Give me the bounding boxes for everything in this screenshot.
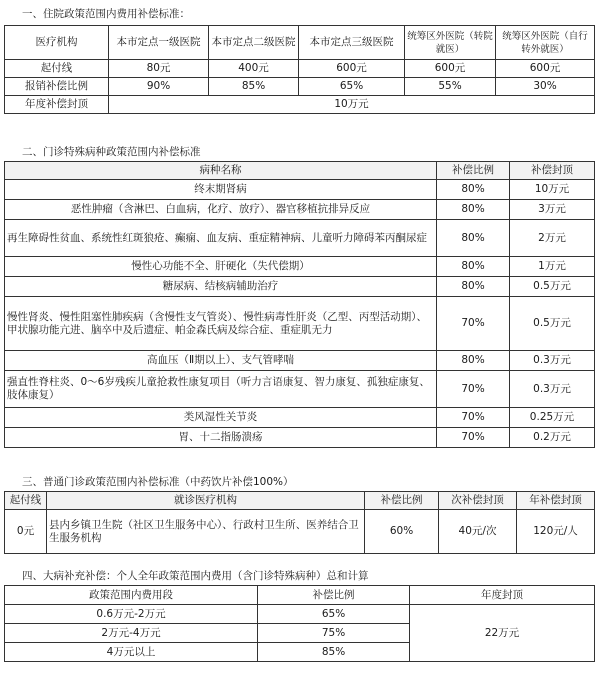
disease-name: 慢性肾炎、慢性阻塞性肺疾病（含慢性支气管炎）、慢性病毒性肝炎（乙型、丙型活动期）、甲状腺功能亢进、脑卒中及后遗症、帕金森氏病及综合症、重症肌无力 xyxy=(5,297,437,351)
cell: 60% xyxy=(365,510,439,554)
cost-range: 0.6万元-2万元 xyxy=(5,605,258,624)
header-cell: 统筹区外医院（转院就医） xyxy=(405,26,496,60)
cap: 2万元 xyxy=(510,220,595,257)
header-cell: 补偿比例 xyxy=(365,492,439,510)
table-row xyxy=(5,510,595,554)
header-cell: 补偿比例 xyxy=(437,162,510,180)
table-row xyxy=(5,277,595,297)
cap: 0.5万元 xyxy=(510,297,595,351)
ratio: 80% xyxy=(437,220,510,257)
table-row xyxy=(5,371,595,408)
annual-cap: 22万元 xyxy=(410,605,595,662)
ratio: 70% xyxy=(437,297,510,351)
disease-name: 糖尿病、结核病辅助治疗 xyxy=(5,277,437,297)
header-cell: 统筹区外医院（自行转外就医） xyxy=(496,26,595,60)
header-cell: 就诊医疗机构 xyxy=(47,492,365,510)
cap: 0.25万元 xyxy=(510,408,595,428)
ratio: 80% xyxy=(437,351,510,371)
cell: 400元 xyxy=(209,60,299,78)
ratio: 70% xyxy=(437,371,510,408)
row-label: 起付线 xyxy=(5,60,109,78)
section3-heading: 三、普通门诊政策范围内补偿标准（中药饮片补偿100%） xyxy=(22,476,294,488)
cost-range: 4万元以上 xyxy=(5,643,258,662)
section1-heading: 一、住院政策范围内费用补偿标准： xyxy=(22,8,190,20)
header-cell: 医疗机构 xyxy=(5,26,109,60)
disease-name: 强直性脊柱炎、0～6岁残疾儿童抢救性康复项目（听力言语康复、智力康复、孤独症康复、肢体康复） xyxy=(5,371,437,408)
cost-range: 2万元-4万元 xyxy=(5,624,258,643)
catastrophic-illness-table xyxy=(4,585,595,662)
cap: 10万元 xyxy=(510,180,595,200)
table-header-row xyxy=(5,26,595,60)
table-row xyxy=(5,96,595,114)
table-row xyxy=(5,78,595,96)
header-cell: 补偿比例 xyxy=(258,586,410,605)
table-row xyxy=(5,605,595,624)
cell: 0元 xyxy=(5,510,47,554)
cap-value: 10万元 xyxy=(109,96,595,114)
ratio: 70% xyxy=(437,428,510,448)
cell: 600元 xyxy=(496,60,595,78)
disease-name: 再生障碍性贫血、系统性红斑狼疮、癫痫、血友病、重症精神病、儿童听力障碍苯丙酮尿症 xyxy=(5,220,437,257)
ratio: 80% xyxy=(437,277,510,297)
header-cell: 政策范围内费用段 xyxy=(5,586,258,605)
cap: 0.3万元 xyxy=(510,351,595,371)
table-row xyxy=(5,200,595,220)
table-row xyxy=(5,180,595,200)
ratio: 70% xyxy=(437,408,510,428)
cap: 1万元 xyxy=(510,257,595,277)
disease-name: 类风湿性关节炎 xyxy=(5,408,437,428)
cell: 65% xyxy=(299,78,405,96)
cell: 90% xyxy=(109,78,209,96)
header-cell: 本市定点三级医院 xyxy=(299,26,405,60)
disease-name: 终末期肾病 xyxy=(5,180,437,200)
table-row xyxy=(5,351,595,371)
cell: 30% xyxy=(496,78,595,96)
table-row xyxy=(5,297,595,351)
table-row xyxy=(5,60,595,78)
table-row xyxy=(5,408,595,428)
section2-heading: 二、门诊特殊病种政策范围内补偿标准 xyxy=(22,146,201,158)
cell: 85% xyxy=(209,78,299,96)
header-cell: 补偿封顶 xyxy=(510,162,595,180)
disease-name: 恶性肿瘤（含淋巴、白血病，化疗、放疗）、器官移植抗排异反应 xyxy=(5,200,437,220)
cell: 80元 xyxy=(109,60,209,78)
cell: 600元 xyxy=(299,60,405,78)
header-cell: 本市定点二级医院 xyxy=(209,26,299,60)
cap: 0.2万元 xyxy=(510,428,595,448)
disease-name: 慢性心功能不全、肝硬化（失代偿期） xyxy=(5,257,437,277)
header-cell: 本市定点一级医院 xyxy=(109,26,209,60)
inpatient-table xyxy=(4,25,595,114)
ratio: 80% xyxy=(437,200,510,220)
disease-name: 高血压（Ⅱ期以上）、支气管哮喘 xyxy=(5,351,437,371)
cap: 0.5万元 xyxy=(510,277,595,297)
cell: 120元/人 xyxy=(517,510,595,554)
row-label: 报销补偿比例 xyxy=(5,78,109,96)
ratio: 85% xyxy=(258,643,410,662)
ratio: 75% xyxy=(258,624,410,643)
header-cell: 年补偿封顶 xyxy=(517,492,595,510)
cap: 0.3万元 xyxy=(510,371,595,408)
table-header-row xyxy=(5,162,595,180)
table-header-row xyxy=(5,586,595,605)
header-cell: 病种名称 xyxy=(5,162,437,180)
header-cell: 次补偿封顶 xyxy=(439,492,517,510)
header-cell: 年度封顶 xyxy=(410,586,595,605)
general-outpatient-table xyxy=(4,491,595,554)
cell: 55% xyxy=(405,78,496,96)
cell: 600元 xyxy=(405,60,496,78)
section4-heading: 四、大病补充补偿：个人全年政策范围内费用（含门诊特殊病种）总和计算 xyxy=(22,570,369,582)
table-header-row xyxy=(5,492,595,510)
disease-name: 胃、十二指肠溃疡 xyxy=(5,428,437,448)
table-row xyxy=(5,257,595,277)
ratio: 80% xyxy=(437,180,510,200)
cap: 3万元 xyxy=(510,200,595,220)
table-row xyxy=(5,220,595,257)
header-cell: 起付线 xyxy=(5,492,47,510)
table-row xyxy=(5,428,595,448)
cell: 40元/次 xyxy=(439,510,517,554)
ratio: 80% xyxy=(437,257,510,277)
ratio: 65% xyxy=(258,605,410,624)
row-label: 年度补偿封顶 xyxy=(5,96,109,114)
special-disease-table xyxy=(4,161,595,448)
cell: 县内乡镇卫生院（社区卫生服务中心）、行政村卫生所、医养结合卫生服务机构 xyxy=(47,510,365,554)
